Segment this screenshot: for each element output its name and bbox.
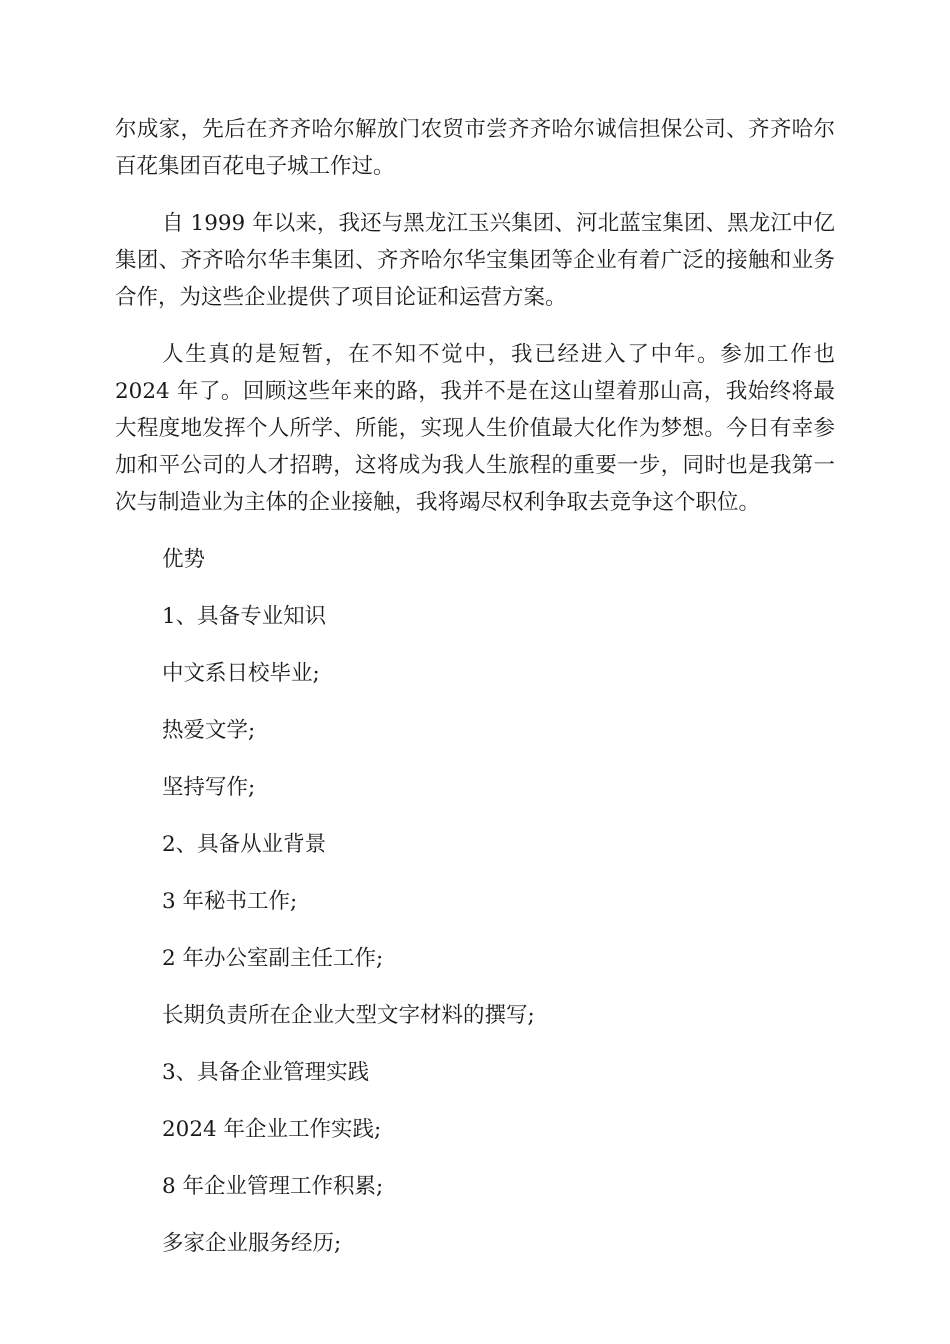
paragraph-continuation: 尔成家，先后在齐齐哈尔解放门农贸市尝齐齐哈尔诚信担保公司、齐齐哈尔百花集团百花电子城工作过。 (115, 117, 835, 179)
document-page (115, 111, 835, 1282)
list-item: 多家企业服务经历; (162, 1231, 342, 1256)
list-item: 8 年企业管理工作积累; (162, 1174, 384, 1199)
list-item: 2024 年企业工作实践; (162, 1117, 382, 1142)
list-heading-knowledge: 1、具备专业知识 (162, 604, 327, 629)
paragraph-cooperation: 自 1999 年以来，我还与黑龙江玉兴集团、河北蓝宝集团、黑龙江中亿集团、齐齐哈尔华丰集团、齐齐哈尔华宝集团等企业有着广泛的接触和业务合作，为这些企业提供了项目论证和运营方案。 (115, 211, 835, 310)
list-item: 2 年办公室副主任工作; (162, 946, 384, 971)
list-item: 热爱文学; (162, 718, 256, 743)
list-item: 中文系日校毕业; (162, 661, 320, 686)
list-item: 坚持写作; (162, 775, 256, 800)
section-heading-advantages: 优势 (162, 547, 206, 572)
list-heading-background: 2、具备从业背景 (162, 832, 327, 857)
list-item: 3 年秘书工作; (162, 889, 298, 914)
paragraph-career: 人生真的是短暂，在不知不觉中，我已经进入了中年。参加工作也 2024 年了。回顾这些年来的路，我并不是在这山望着那山高，我始终将最大程度地发挥个人所学、所能，实现人生价值最大化作为梦想。今日有幸参加和平公司的人才招聘，这将成为我人生旅程的重要一步，同时也是我第一次与制造业为主体的企业接触，我将竭尽权利争取去竞争这个职位。 (115, 342, 835, 515)
list-heading-management: 3、具备企业管理实践 (162, 1060, 370, 1085)
list-item: 长期负责所在企业大型文字材料的撰写; (162, 1003, 535, 1028)
